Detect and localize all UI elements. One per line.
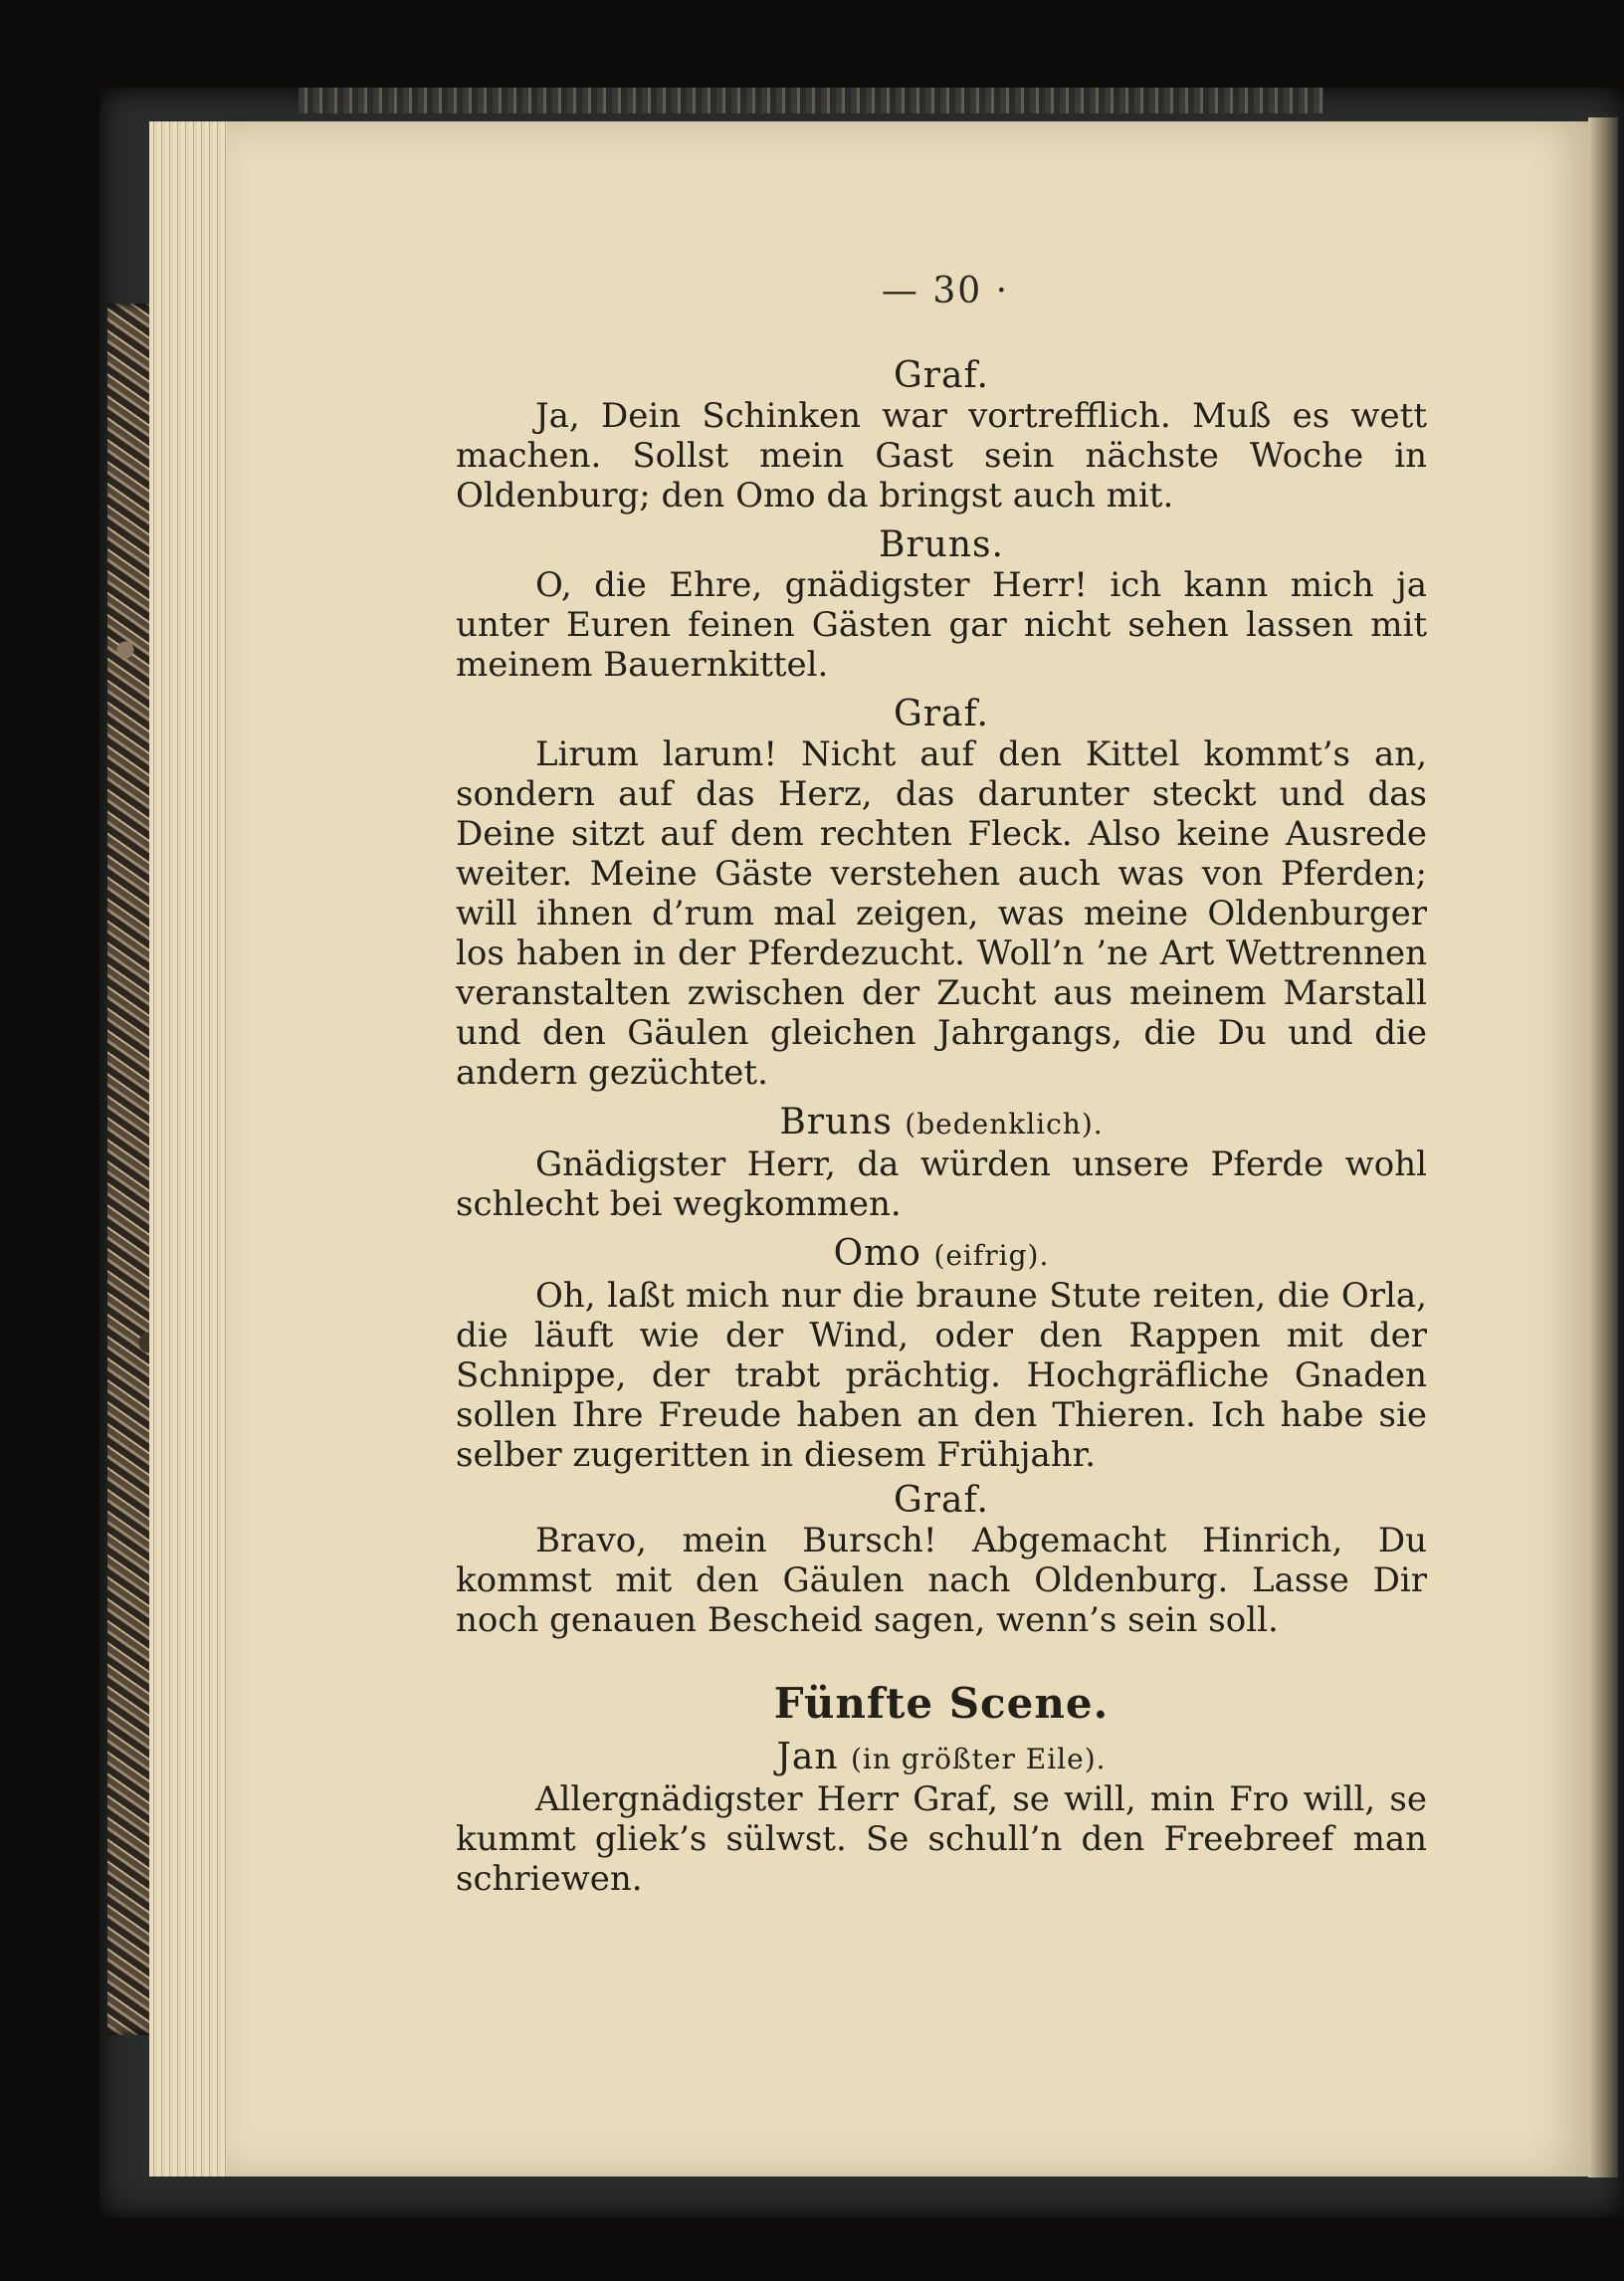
speaker-heading: Jan (in größter Eile). [776,1737,1107,1777]
speaker-heading: Bruns (bedenklich). [779,1102,1104,1142]
speech-paragraph: Ja, Dein Schinken war vortrefflich. Muß es wett machen. Sollst mein Gast sein nächste Woche in Oldenburg; den Omo da bringst auch mit. [456,396,1427,516]
dialogue-block [456,1234,1427,1475]
dialogue-block [456,356,1427,516]
stage-direction: (eifrig). [933,1239,1050,1272]
page-text [456,261,1427,1899]
scene-title: Fünfte Scene. [773,1679,1110,1728]
dialogue-block [456,1738,1427,1899]
stage-direction: (in größter Eile). [851,1743,1107,1775]
speech-paragraph: Lirum larum! Nicht auf den Kittel kommt’s an, sondern auf das Herz, das darunter steckt und das Deine sitzt auf dem rechten Fleck. Also keine Ausrede weiter. Meine Gäste verstehen auch was von Pferden; will ihnen d’rum mal zeigen, was meine Oldenburger los haben in der Pferdezucht. Woll’n ’ne Art Wettrennen veranstalten zwischen der Zucht aus meinem Marstall und den Gäulen gleichen Jahrgangs, die Du und die andern gezüchtet. [456,734,1427,1093]
speech-paragraph: Gnädigster Herr, da würden unsere Pferde wohl schlecht bei wegkommen. [456,1144,1427,1224]
dialogue-block [456,695,1427,1093]
dialogue-block [456,1103,1427,1224]
speech-paragraph: Allergnädigster Herr Graf, se will, min Fro will, se kummt gliek’s sülwst. Se schull’n den Freebreef man schriewen. [456,1779,1427,1899]
speech-paragraph: O, die Ehre, gnädigster Herr! ich kann mich ja unter Euren feinen Gästen gar nicht sehen lassen mit meinem Bauernkittel. [456,565,1427,685]
page-number: — 30 · [881,271,1010,311]
speaker-heading: Graf. [894,1480,989,1521]
stage-direction: (bedenklich). [905,1108,1104,1140]
speaker-heading: Graf. [894,694,989,734]
speaker-heading: Graf. [894,355,989,396]
dialogue-block [456,1481,1427,1640]
dialogue-block [456,525,1427,685]
speech-paragraph: Oh, laßt mich nur die braune Stute reiten, die Orla, die läuft wie der Wind, oder den Rappen mit der Schnippe, der trabt prächtig. Hochgräfliche Gnaden sollen Ihre Freude haben an den Thieren. Ich habe sie selber zugeritten in diesem Frühjahr. [456,1276,1427,1475]
page-right-edge [1588,117,1618,2177]
speech-paragraph: Bravo, mein Bursch! Abgemacht Hinrich, Du kommst mit den Gäulen nach Oldenburg. Lasse Dir noch genauen Bescheid sagen, wenn’s sein soll. [456,1521,1427,1640]
speaker-heading: Bruns. [879,524,1004,565]
spine-binding [299,88,1323,113]
speaker-heading: Omo (eifrig). [833,1233,1050,1274]
